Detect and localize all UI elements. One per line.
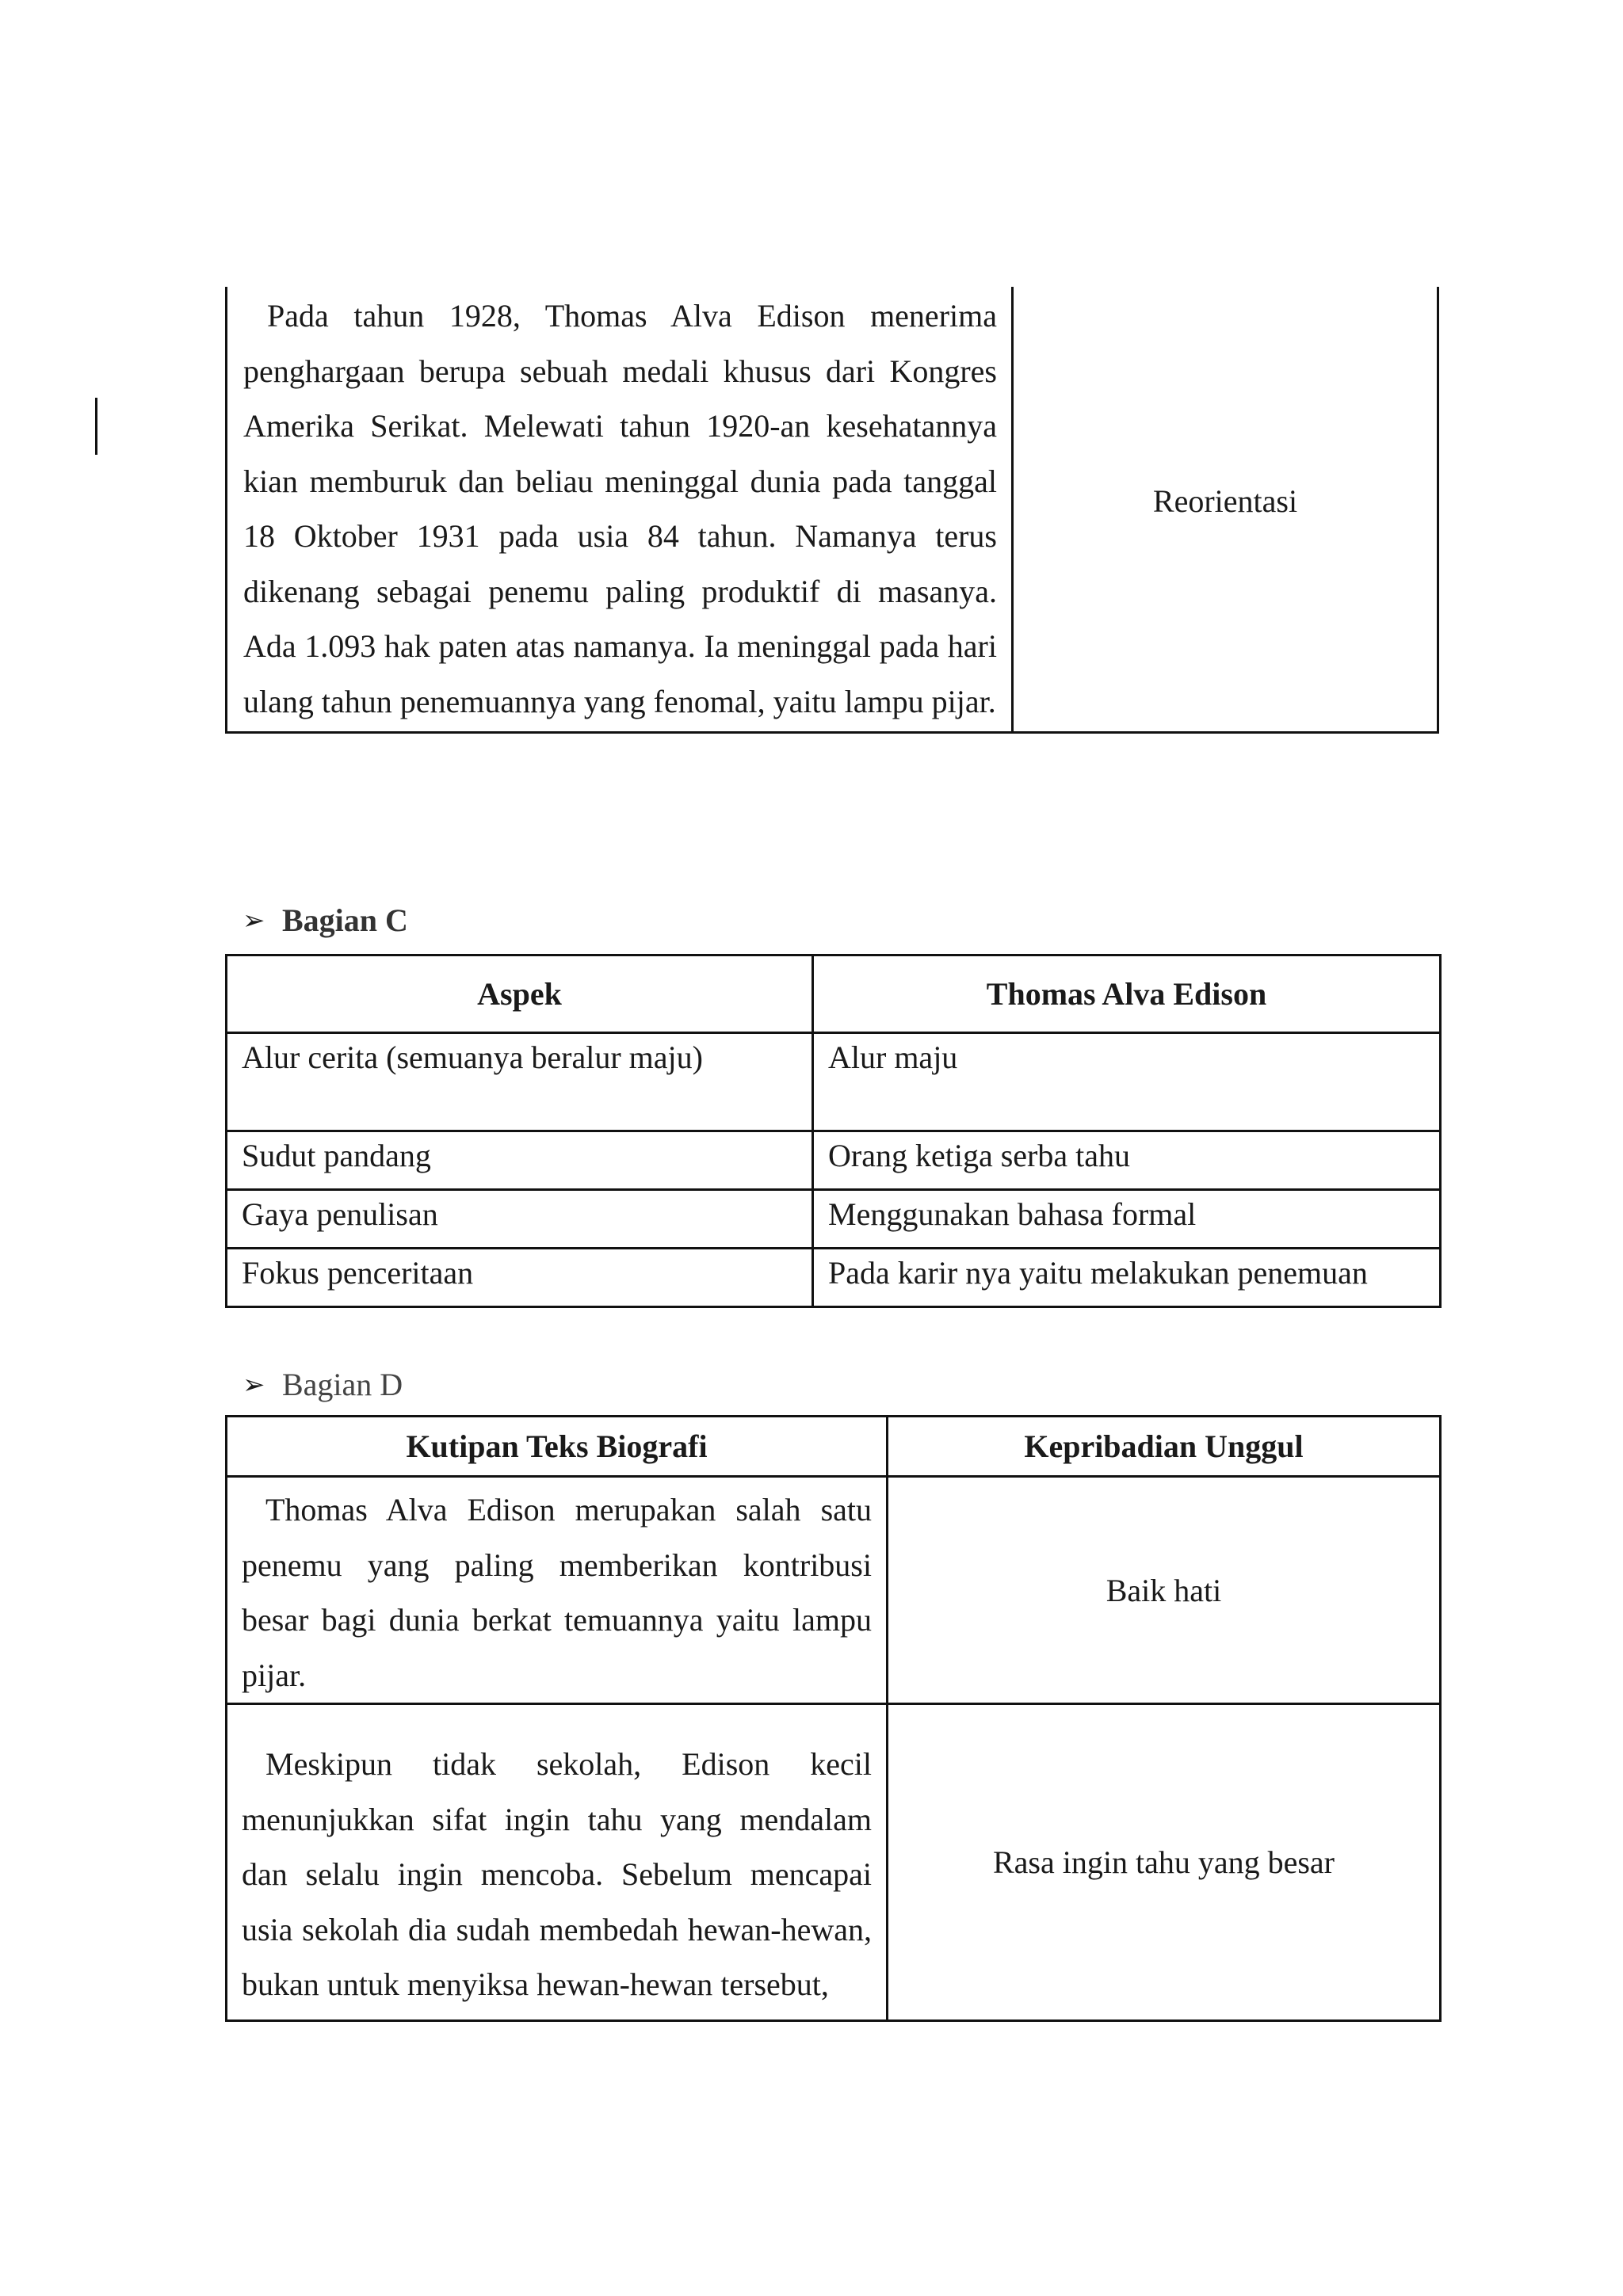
bagian-c-table <box>225 954 1442 1308</box>
text-cursor <box>95 398 97 455</box>
aspek-cell: Fokus penceritaan <box>227 1249 813 1307</box>
reorientasi-paragraph: Pada tahun 1928, Thomas Alva Edison menerima penghargaan berupa sebuah medali khusus dari Kongres Amerika Serikat. Melewati tahun 1920-an kesehatannya kian memburuk dan beliau meninggal dunia pada tanggal 18 Oktober 1931 pada usia 84 tahun. Namanya terus dikenang sebagai penemu paling produktif di masanya. Ada 1.093 hak paten atas namanya. Ia meninggal pada hari ulang tahun penemuannya yang fenomal, yaitu lampu pijar. <box>243 298 997 719</box>
value-cell: Pada karir nya yaitu melakukan penemuan <box>813 1249 1441 1307</box>
table-row <box>227 1249 1441 1307</box>
value-cell: Orang ketiga serba tahu <box>813 1131 1441 1190</box>
aspek-cell: Alur cerita (semuanya beralur maju) <box>227 1033 813 1131</box>
table-header-row <box>227 1417 1441 1477</box>
bagian-d-label: Bagian D <box>282 1367 403 1402</box>
header-kutipan: Kutipan Teks Biografi <box>227 1417 888 1477</box>
table-row <box>227 1704 1441 2021</box>
quote-cell: Thomas Alva Edison merupakan salah satu penemu yang paling memberikan kontribusi besar bagi dunia berkat temuannya yaitu lampu pijar. <box>227 1477 888 1704</box>
bagian-c-label: Bagian C <box>282 902 408 938</box>
bagian-c-heading <box>242 902 408 939</box>
reorientasi-text-cell <box>227 287 1014 731</box>
table-row <box>227 1190 1441 1249</box>
bagian-d-table <box>225 1415 1442 2022</box>
reorientasi-table <box>225 287 1439 734</box>
trait-cell: Rasa ingin tahu yang besar <box>888 1704 1441 2021</box>
table-row <box>227 1033 1441 1131</box>
arrow-bullet-icon: ➢ <box>242 1368 265 1401</box>
header-kepribadian: Kepribadian Unggul <box>888 1417 1441 1477</box>
table-header-row <box>227 955 1441 1033</box>
aspek-cell: Gaya penulisan <box>227 1190 813 1249</box>
arrow-bullet-icon: ➢ <box>242 904 265 936</box>
value-cell: Alur maju <box>813 1033 1441 1131</box>
table-row <box>227 1131 1441 1190</box>
header-aspek: Aspek <box>227 955 813 1033</box>
table-row <box>227 1477 1441 1704</box>
trait-cell: Baik hati <box>888 1477 1441 1704</box>
bagian-d-heading <box>242 1366 403 1403</box>
reorientasi-label: Reorientasi <box>1152 483 1298 519</box>
aspek-cell: Sudut pandang <box>227 1131 813 1190</box>
value-cell: Menggunakan bahasa formal <box>813 1190 1441 1249</box>
reorientasi-label-cell <box>1014 287 1437 731</box>
header-thomas-alva-edison: Thomas Alva Edison <box>813 955 1441 1033</box>
quote-cell: Meskipun tidak sekolah, Edison kecil menunjukkan sifat ingin tahu yang mendalam dan selalu ingin mencoba. Sebelum mencapai usia sekolah dia sudah membedah hewan-hewan, bukan untuk menyiksa hewan-hewan tersebut, <box>227 1704 888 2021</box>
